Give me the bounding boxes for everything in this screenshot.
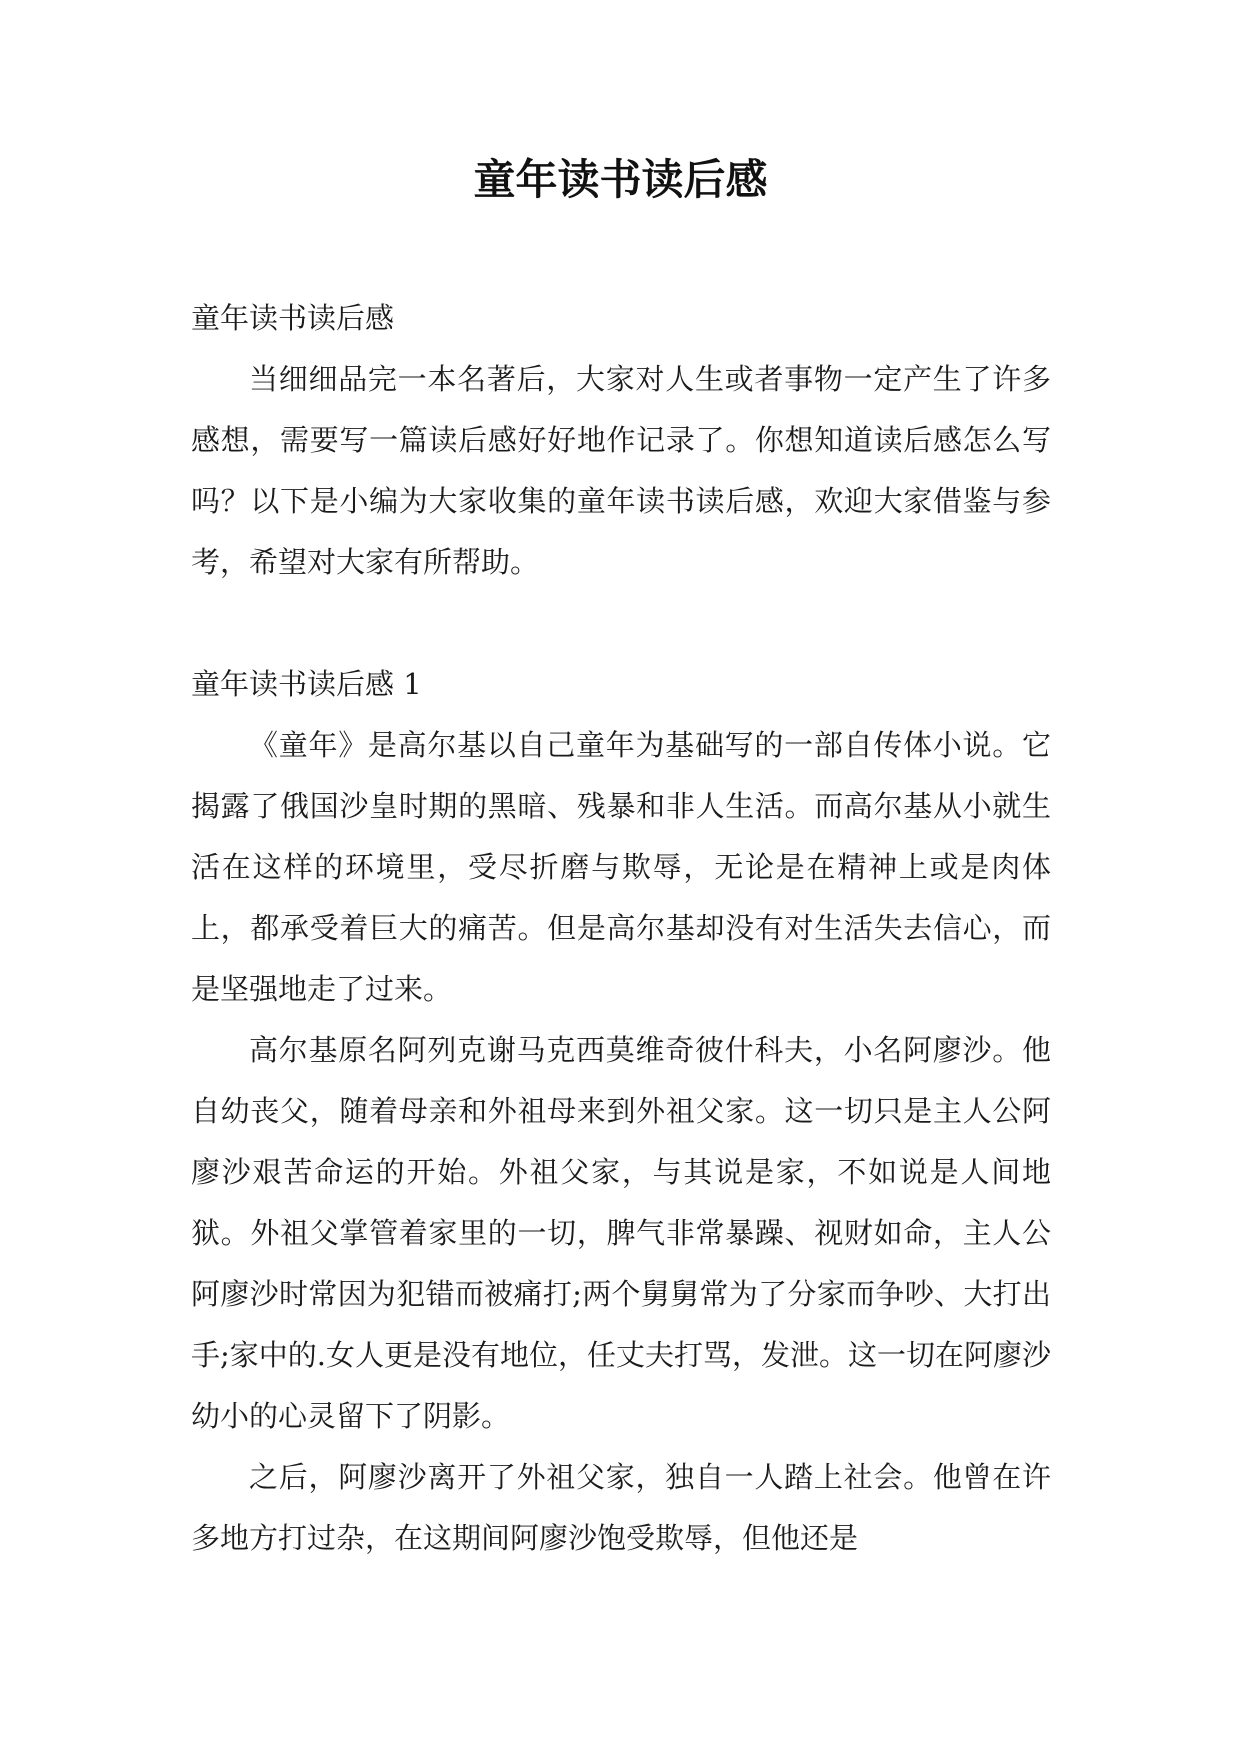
body-paragraph: 高尔基原名阿列克谢马克西莫维奇彼什科夫，小名阿廖沙。他自幼丧父，随着母亲和外祖母来到外祖父家。这一切只是主人公阿廖沙艰苦命运的开始。外祖父家，与其说是家，不如说是人间地狱。外祖父掌管着家里的一切，脾气非常暴躁、视财如命，主人公阿廖沙时常因为犯错而被痛打;两个舅舅常为了分家而争吵、大打出手;家中的.女人更是没有地位，任丈夫打骂，发泄。这一切在阿廖沙幼小的心灵留下了阴影。: [191, 1033, 1051, 1433]
document-body: [191, 288, 1051, 1569]
section-heading: 童年读书读后感 1: [191, 667, 422, 701]
document-title: 童年读书读后感: [473, 155, 768, 204]
body-paragraph: 《童年》是高尔基以自己童年为基础写的一部自传体小说。它揭露了俄国沙皇时期的黑暗、残暴和非人生活。而高尔基从小就生活在这样的环境里，受尽折磨与欺辱，无论是在精神上或是肉体上，都承受着巨大的痛苦。但是高尔基却没有对生活失去信心，而是坚强地走了过来。: [191, 728, 1051, 1006]
intro-paragraph: 当细细品完一本名著后，大家对人生或者事物一定产生了许多感想，需要写一篇读后感好好地作记录了。你想知道读后感怎么写吗？以下是小编为大家收集的童年读书读后感，欢迎大家借鉴与参考，希望对大家有所帮助。: [191, 362, 1051, 579]
intro-heading: 童年读书读后感: [191, 301, 395, 335]
section-gap: [191, 593, 1051, 654]
body-paragraph: 之后，阿廖沙离开了外祖父家，独自一人踏上社会。他曾在许多地方打过杂，在这期间阿廖沙饱受欺辱，但他还是: [191, 1460, 1051, 1555]
